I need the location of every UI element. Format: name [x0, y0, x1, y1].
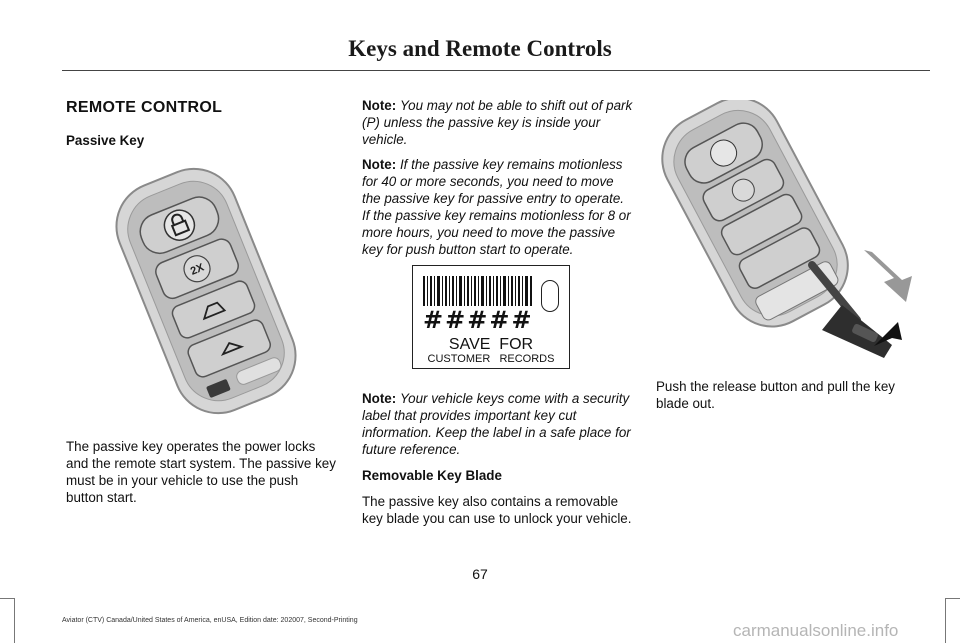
- passive-key-description: The passive key operates the power locks and the remote start system. The passive key must be in your vehicle to use the push button start.: [66, 439, 336, 505]
- watermark: carmanualsonline.info: [733, 621, 899, 640]
- passive-key-fob-illustration: [86, 160, 326, 422]
- note-text: If the passive key remains motionless for 40 or more seconds, you need to move the passive key for passive entry to operate. If the passive key remains motionless for 8 or more hours, you need to move the passive key for push button start to operate.: [362, 157, 631, 257]
- note-label: Note:: [362, 157, 397, 172]
- key-blade-removal-illustration: [652, 100, 914, 365]
- note-shift-park: [362, 97, 634, 148]
- label-save-for: SAVE FOR: [448, 336, 534, 353]
- header-divider: [62, 70, 930, 71]
- note-text: You may not be able to shift out of park (P) unless the passive key is inside your vehicle.: [362, 98, 633, 147]
- note-label: Note:: [362, 98, 397, 113]
- page-number: 67: [472, 566, 488, 582]
- release-button-instruction: Push the release button and pull the key blade out.: [656, 379, 895, 411]
- remote-start-label: 2X: [188, 261, 206, 278]
- key-code: #####: [423, 306, 534, 334]
- page-title: Keys and Remote Controls: [348, 36, 612, 61]
- barcode: [423, 276, 533, 306]
- crop-mark: [0, 598, 14, 599]
- label-customer-records: CUSTOMER RECORDS: [427, 353, 555, 365]
- sub-title-removable-key-blade: Removable Key Blade: [362, 468, 502, 483]
- crop-mark: [946, 598, 960, 599]
- note-label: Note:: [362, 391, 397, 406]
- label-oval: [541, 280, 559, 312]
- sub-title-passive-key: Passive Key: [66, 133, 145, 148]
- note-text: Your vehicle keys come with a security label that provides important key cut information. Keep the label in a safe place for future reference.: [362, 391, 631, 457]
- removable-key-blade-description: The passive key also contains a removable key blade you can use to unlock your vehicle.: [362, 494, 632, 526]
- crop-mark: [14, 598, 15, 643]
- edition-footer: Aviator (CTV) Canada/United States of America, enUSA, Edition date: 202007, Second-Printing: [62, 617, 358, 624]
- section-title: REMOTE CONTROL: [66, 99, 223, 116]
- note-security-label: [362, 390, 634, 458]
- note-motionless: [362, 156, 634, 258]
- security-label-card: [412, 265, 570, 369]
- crop-mark: [945, 598, 946, 643]
